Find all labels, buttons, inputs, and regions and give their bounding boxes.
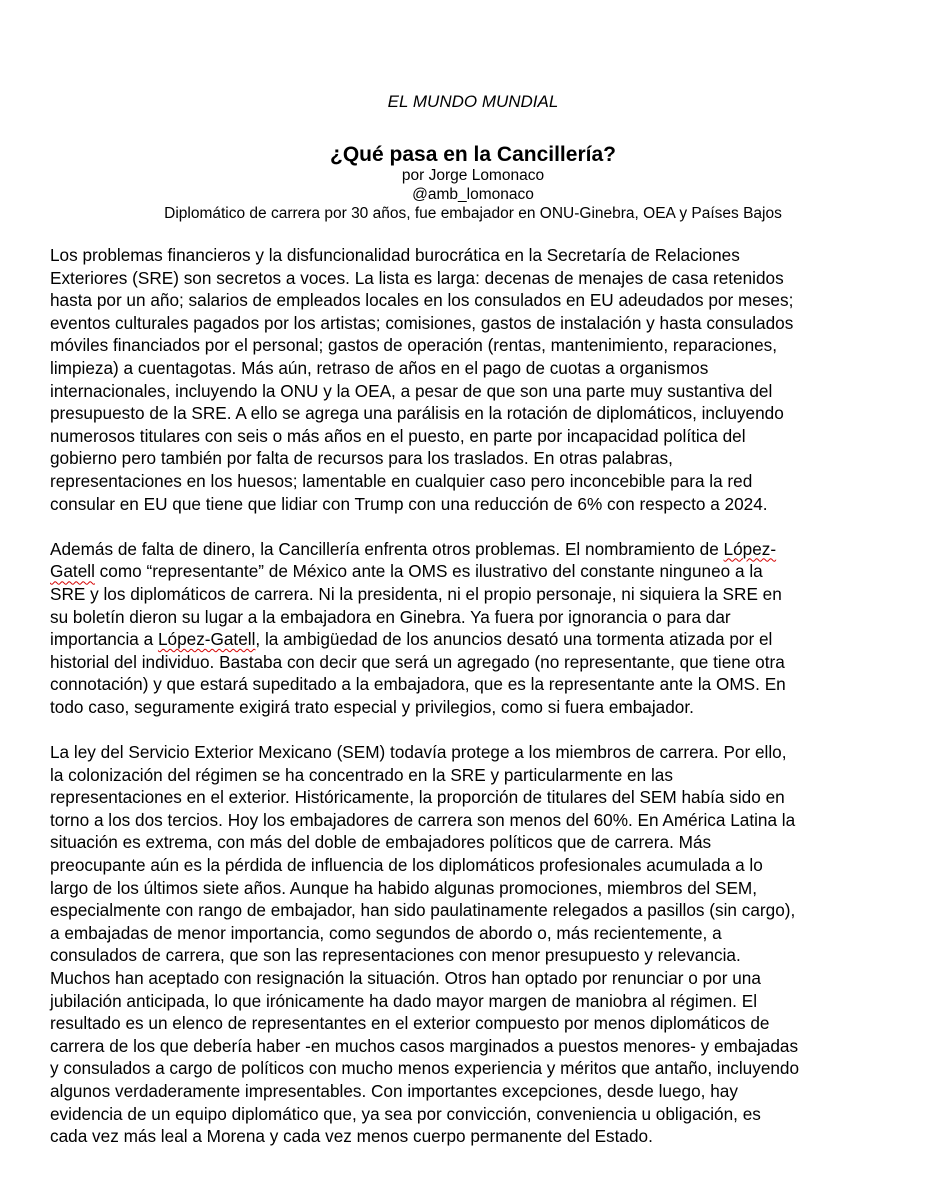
paragraph-line: su boletín dieron su lugar a la embajadora en Ginebra. Ya fuera por ignorancia o para dar (50, 606, 731, 627)
paragraph-line: móviles financiados por el personal; gastos de operación (rentas, mantenimiento, reparaciones, (50, 335, 778, 356)
paragraph-line: historial del individuo. Bastaba con decir que será un agregado (no representante, que tiene otra (50, 651, 785, 672)
paragraph-line: todo caso, seguramente exigirá trato especial y privilegios, como si fuera embajador. (50, 696, 694, 717)
spellcheck-flagged-word: López-Gatell (157, 629, 256, 650)
paragraph-line: consulados de carrera, que son las representaciones con menor presupuesto y relevancia. (50, 945, 741, 966)
text-run: Además de falta de dinero, la Cancillería enfrenta otros problemas. El nombramiento de (50, 538, 724, 559)
paragraph-line: Muchos han aceptado con resignación la situación. Otros han optado por renunciar o por una (50, 968, 761, 988)
paragraph-line: internacionales, incluyendo la ONU y la OEA, a pesar de que son una parte muy sustantiva del (50, 380, 773, 401)
paragraph-line: carrera de los que debería haber -en muchos casos marginados a puestos menores- y embajadas (50, 1035, 799, 1056)
paragraph-line: la colonización del régimen se ha concentrado en la SRE y particularmente en las (50, 764, 673, 785)
paragraph-line: especialmente con rango de embajador, han sido paulatinamente relegados a pasillos (sin cargo), (50, 900, 796, 921)
paragraph-line: Los problemas financieros y la disfuncionalidad burocrática en la Secretaría de Relaciones (50, 245, 740, 265)
text-run: como “representante” de México ante la OMS es ilustrativo del constante ninguneo a la (94, 561, 763, 582)
text-run: importancia a (50, 629, 158, 650)
paragraph-line: y consulados a cargo de políticos con mucho menos experiencia y méritos que antaño, incluyendo (50, 1058, 800, 1079)
paragraph-line: jubilación anticipada, lo que irónicamente ha dado mayor margen de maniobra al régimen. El (50, 990, 758, 1011)
paragraph-3 (50, 741, 896, 1148)
paragraph-line: torno a los dos tercios. Hoy los embajadores de carrera son menos del 60%. En América Latina la (50, 809, 796, 830)
paragraph-line: a embajadas de menor importancia, como segundos de abordo o, más recientemente, a (50, 922, 722, 943)
paragraph-line: algunos verdaderamente impresentables. Con importantes excepciones, desde luego, hay (50, 1080, 738, 1101)
spellcheck-flagged-word: Gatell (50, 561, 95, 582)
paragraph-line: representaciones en los huesos; lamentable en cualquier caso pero inconcebible para la red (50, 470, 753, 491)
paragraph-line: eventos culturales pagados por los artistas; comisiones, gastos de instalación y hasta consulados (50, 312, 794, 333)
paragraph-line: situación es extrema, con más del doble de embajadores políticos que de carrera. Más (50, 832, 712, 853)
paragraph-line (50, 628, 896, 651)
paragraph-line: connotación) y que estará supeditado a la embajadora, que es la representante ante la OMS. En (50, 674, 786, 695)
section-label: EL MUNDO MUNDIAL (387, 92, 559, 111)
paragraph-line: representaciones en el exterior. Históricamente, la proporción de titulares del SEM había sido en (50, 787, 785, 808)
spellcheck-flagged-word: López- (723, 538, 777, 559)
paragraph-line: gobierno pero también por falta de recursos para los traslados. En otras palabras, (50, 448, 673, 469)
paragraph-line: cada vez más leal a Morena y cada vez menos cuerpo permanente del Estado. (50, 1126, 653, 1147)
byline-block (50, 166, 896, 223)
paragraph-line: presupuesto de la SRE. A ello se agrega una parálisis en la rotación de diplomáticos, incluyendo (50, 403, 784, 424)
text-run: , la ambigüedad de los anuncios desató una tormenta atizada por el (255, 629, 773, 650)
paragraph-line: evidencia de un equipo diplomático que, ya sea por convicción, conveniencia u obligación, es (50, 1103, 761, 1124)
paragraph-line: limpieza) a cuentagotas. Más aún, retraso de años en el pago de cuotas a organismos (50, 357, 709, 378)
author-byline: por Jorge Lomonaco (401, 167, 545, 184)
author-bio: Diplomático de carrera por 30 años, fue embajador en ONU-Ginebra, OEA y Países Bajos (164, 205, 782, 222)
paragraph-line: hasta por un año; salarios de empleados locales en los consulados en EU adeudados por meses; (50, 290, 794, 311)
author-handle: @amb_lomonaco (412, 186, 534, 203)
paragraph-line: SRE y los diplomáticos de carrera. Ni la presidenta, ni el propio personaje, ni siquiera la SRE en (50, 583, 782, 604)
paragraph-line: La ley del Servicio Exterior Mexicano (SEM) todavía protege a los miembros de carrera. Por ello, (50, 742, 787, 763)
paragraph-line (50, 538, 896, 561)
paragraph-line: preocupante aún es la pérdida de influencia de los diplomáticos profesionales acumulada a lo (50, 855, 763, 876)
article-body (50, 244, 896, 1170)
paragraph-line: resultado es un elenco de representantes en el exterior compuesto por menos diplomáticos de (50, 1013, 770, 1034)
paragraph-1 (50, 244, 896, 515)
paragraph-2 (50, 538, 896, 719)
paragraph-line: largo de los últimos siete años. Aunque ha habido algunas promociones, miembros del SEM, (50, 877, 758, 898)
paragraph-line: Exteriores (SRE) son secretos a voces. La lista es larga: decenas de menajes de casa retenidos (50, 267, 784, 288)
article-title: ¿Qué pasa en la Cancillería? (330, 143, 616, 166)
paragraph-line: consular en EU que tiene que lidiar con Trump con una reducción de 6% con respecto a 2024. (50, 493, 768, 514)
paragraph-line (50, 560, 896, 583)
paragraph-line: numerosos titulares con seis o más años en el puesto, en parte por incapacidad política del (50, 425, 746, 446)
